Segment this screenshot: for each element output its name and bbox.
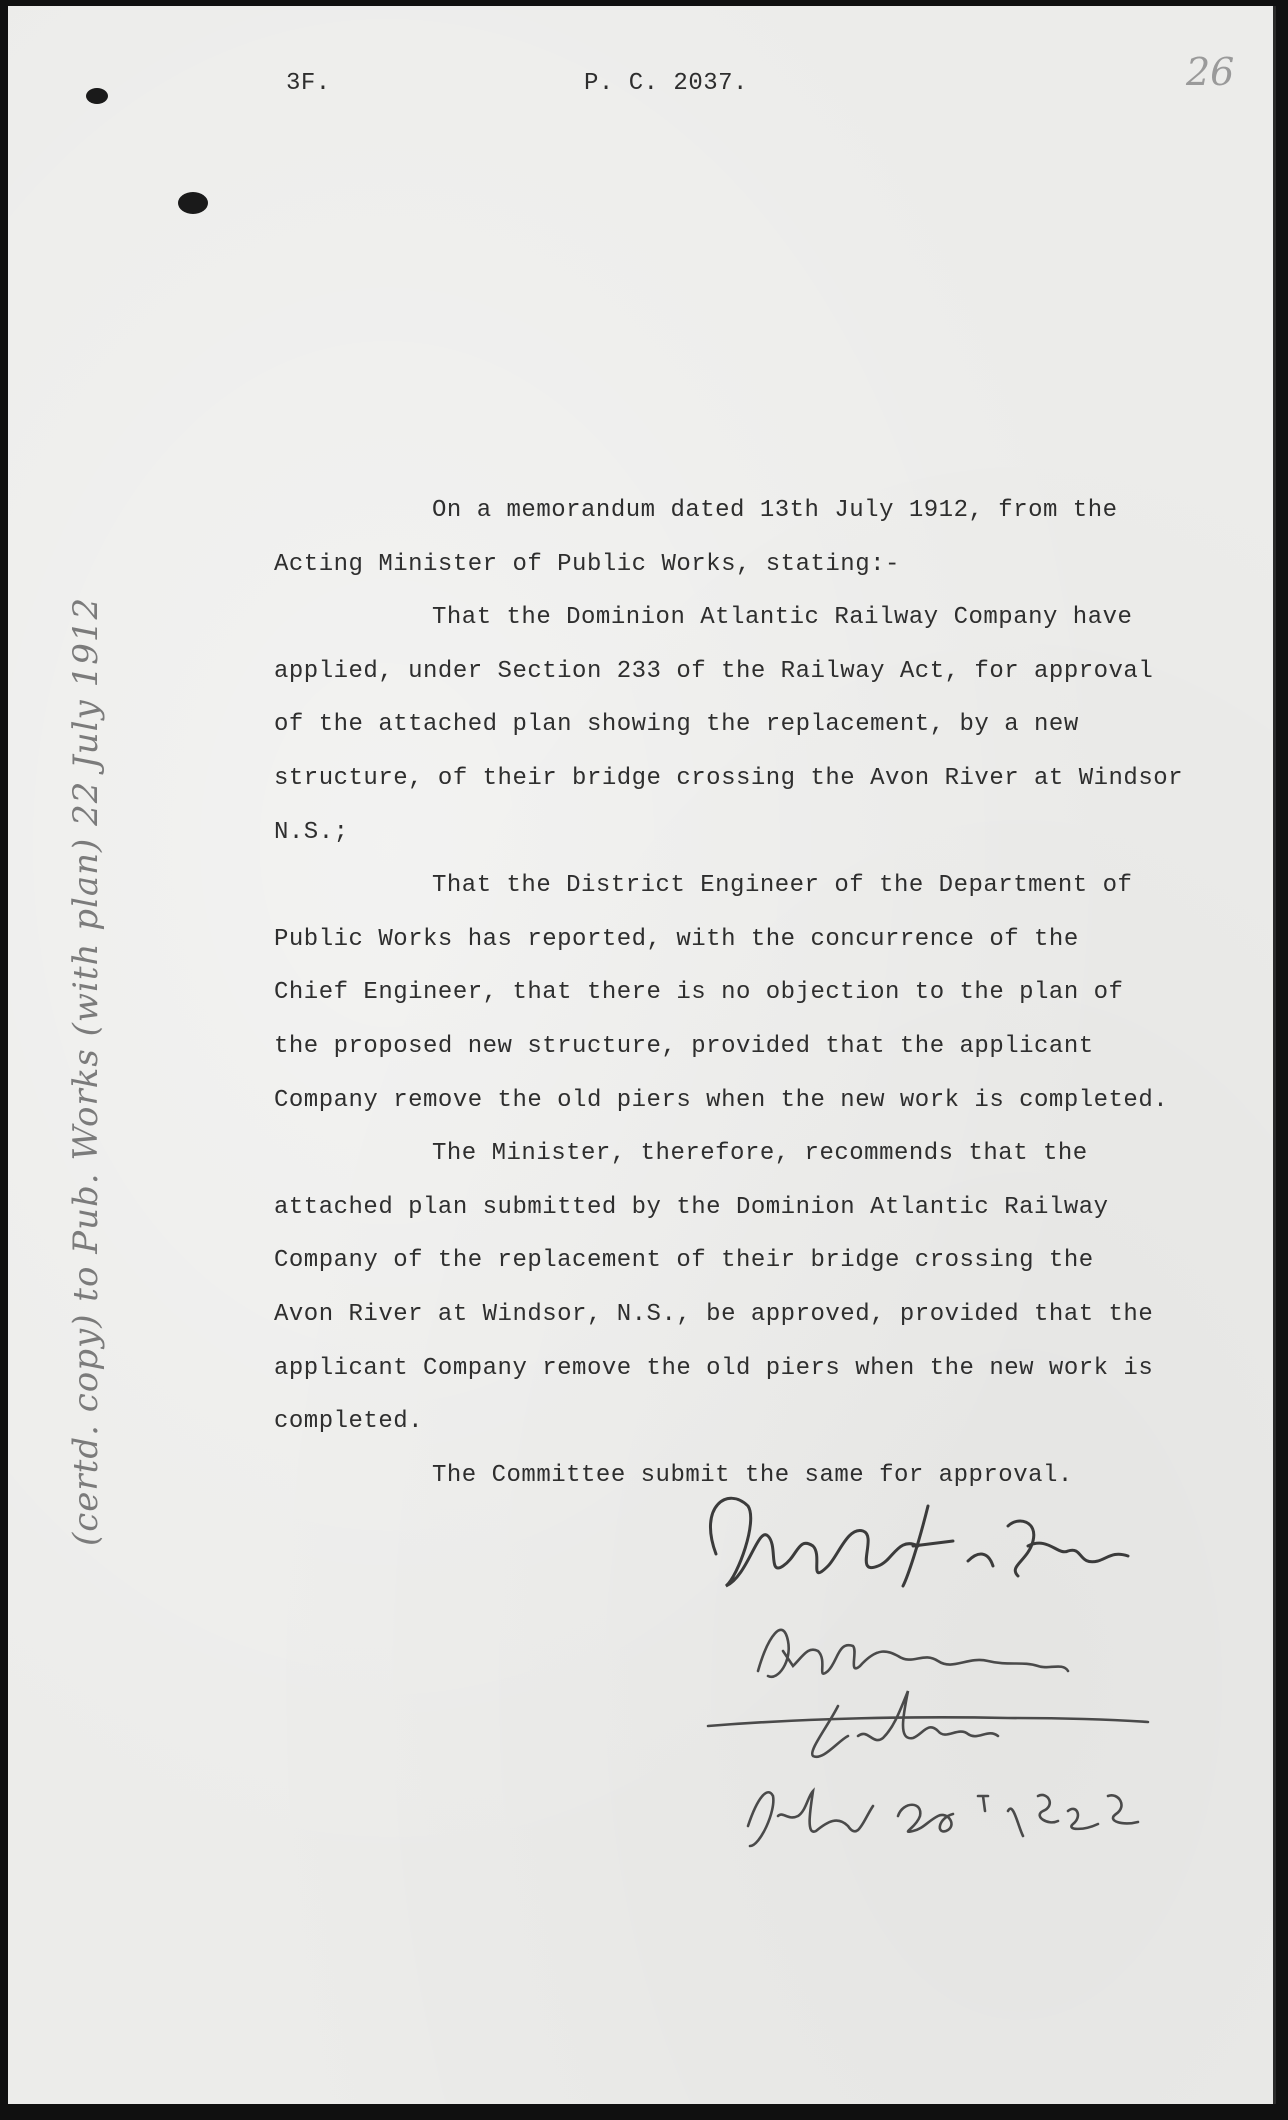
- body-line: Company remove the old piers when the new work is completed.: [274, 1086, 1169, 1114]
- approval-stroke: [758, 1630, 1068, 1677]
- ink-blot: [178, 192, 208, 214]
- signatures: [688, 1466, 1208, 1886]
- body-line: applicant Company remove the old piers when the new work is: [274, 1354, 1154, 1382]
- signature-stroke: [1008, 1521, 1128, 1576]
- order-number: P. C. 2037.: [584, 70, 748, 97]
- body-line: Chief Engineer, that there is no objection to the plan of: [274, 979, 1124, 1007]
- page-number: 26: [1186, 50, 1235, 94]
- body-line: N.S.;: [274, 818, 349, 846]
- body-line: That the District Engineer of the Department of: [432, 872, 1133, 900]
- body-line: Company of the replacement of their bridge crossing the: [274, 1247, 1094, 1275]
- body-line: of the attached plan showing the replacement, by a new: [274, 711, 1079, 739]
- body-line: applied, under Section 233 of the Railway Act, for approval: [274, 657, 1154, 685]
- order-body: [274, 484, 1254, 1502]
- body-line: On a memorandum dated 13th July 1912, from the: [432, 497, 1118, 524]
- date-stroke: [978, 1796, 988, 1811]
- approval-stroke: [708, 1717, 1148, 1726]
- date-stroke: [898, 1805, 953, 1832]
- date-stroke: [1008, 1795, 1138, 1836]
- file-code: 3F.: [286, 70, 331, 97]
- date-stroke: [748, 1791, 873, 1846]
- body-line: That the Dominion Atlantic Railway Company have: [432, 604, 1133, 632]
- body-line: Public Works has reported, with the concurrence of the: [274, 925, 1079, 953]
- signature-stroke: [710, 1498, 918, 1586]
- body-line: the proposed new structure, provided that the applicant: [274, 1032, 1094, 1060]
- body-line: Avon River at Windsor, N.S., be approved, provided that the: [274, 1300, 1154, 1328]
- body-line: completed.: [274, 1408, 424, 1436]
- approver-stroke: [812, 1691, 998, 1757]
- body-line: Acting Minister of Public Works, stating:-: [274, 550, 900, 578]
- signature-stroke: [903, 1506, 993, 1586]
- body-line: The Minister, therefore, recommends that the: [432, 1140, 1088, 1168]
- body-line: attached plan submitted by the Dominion Atlantic Railway: [274, 1193, 1109, 1221]
- body-line: The Committee submit the same for approval.: [432, 1461, 1073, 1489]
- body-line: structure, of their bridge crossing the Avon River at Windsor: [274, 764, 1184, 792]
- ink-blot: [86, 88, 108, 104]
- margin-note: (certd. copy) to Pub. Works (with plan) 22 July 1912: [66, 596, 106, 1546]
- document-page: [8, 6, 1276, 2104]
